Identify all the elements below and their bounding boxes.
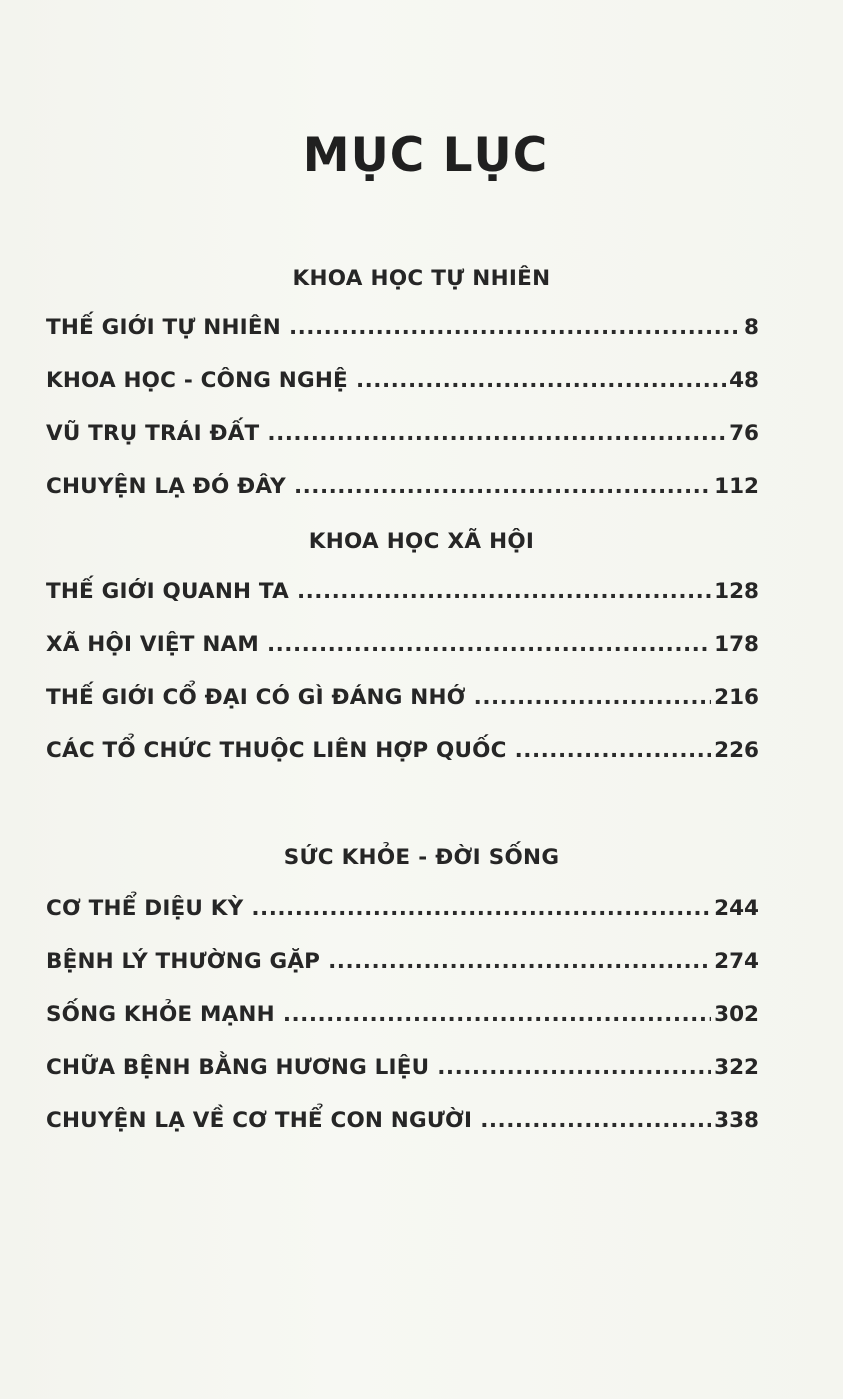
dot-leader bbox=[251, 896, 711, 921]
toc-entry-title: XÃ HỘI VIỆT NAM bbox=[46, 632, 259, 657]
toc-entry bbox=[46, 1055, 759, 1089]
toc-entry-title: THẾ GIỚI TỰ NHIÊN bbox=[46, 315, 281, 340]
section-heading-health-life: SỨC KHỎE - ĐỜI SỐNG bbox=[283, 845, 560, 870]
toc-entry bbox=[46, 421, 759, 455]
dot-leader bbox=[283, 1002, 711, 1027]
toc-entry-page: 302 bbox=[714, 1002, 759, 1027]
toc-entry bbox=[46, 896, 759, 930]
toc-entry-page: 8 bbox=[744, 315, 759, 340]
dot-leader bbox=[437, 1055, 711, 1080]
toc-entry-page: 178 bbox=[714, 632, 759, 657]
dot-leader bbox=[267, 421, 726, 446]
toc-entry-title: KHOA HỌC - CÔNG NGHỆ bbox=[46, 368, 348, 393]
toc-entry-title: VŨ TRỤ TRÁI ĐẤT bbox=[46, 421, 260, 446]
toc-entry-title: SỐNG KHỎE MẠNH bbox=[46, 1002, 275, 1027]
dot-leader bbox=[356, 368, 726, 393]
toc-entry-title: CHUYỆN LẠ VỀ CƠ THỂ CON NGƯỜI bbox=[46, 1108, 473, 1133]
toc-entry-page: 338 bbox=[714, 1108, 759, 1133]
toc-entry bbox=[46, 474, 759, 508]
page-title: MỤC LỤC bbox=[302, 128, 549, 183]
toc-entry bbox=[46, 685, 759, 719]
toc-entry-title: CHỮA BỆNH BẰNG HƯƠNG LIỆU bbox=[46, 1055, 430, 1080]
toc-entry-title: CHUYỆN LẠ ĐÓ ĐÂY bbox=[46, 474, 286, 499]
toc-entry bbox=[46, 579, 759, 613]
dot-leader bbox=[328, 949, 711, 974]
toc-entry-page: 216 bbox=[714, 685, 759, 710]
toc-entry-page: 112 bbox=[714, 474, 759, 499]
toc-entry-title: CƠ THỂ DIỆU KỲ bbox=[46, 896, 244, 921]
toc-entry bbox=[46, 632, 759, 666]
toc-entry-page: 128 bbox=[714, 579, 759, 604]
toc-entry-page: 274 bbox=[714, 949, 759, 974]
toc-entry-title: THẾ GIỚI CỔ ĐẠI CÓ GÌ ĐÁNG NHỚ bbox=[46, 685, 466, 710]
toc-entry bbox=[46, 738, 759, 772]
section-heading-natural-sciences: KHOA HỌC TỰ NHIÊN bbox=[292, 266, 551, 291]
dot-leader bbox=[480, 1108, 711, 1133]
toc-entry bbox=[46, 315, 759, 349]
toc-entry-page: 322 bbox=[714, 1055, 759, 1080]
dot-leader bbox=[297, 579, 711, 604]
toc-entry-page: 76 bbox=[729, 421, 759, 446]
toc-entry-page: 226 bbox=[714, 738, 759, 763]
toc-entry-title: THẾ GIỚI QUANH TA bbox=[46, 579, 289, 604]
toc-entry bbox=[46, 1002, 759, 1036]
toc-entry-page: 48 bbox=[729, 368, 759, 393]
dot-leader bbox=[294, 474, 711, 499]
section-heading-social-sciences: KHOA HỌC XÃ HỘI bbox=[308, 529, 535, 554]
toc-entry bbox=[46, 949, 759, 983]
toc-entry-title: CÁC TỔ CHỨC THUỘC LIÊN HỢP QUỐC bbox=[46, 738, 507, 763]
dot-leader bbox=[289, 315, 741, 340]
toc-entry bbox=[46, 368, 759, 402]
dot-leader bbox=[474, 685, 711, 710]
toc-entry-title: BỆNH LÝ THƯỜNG GẶP bbox=[46, 949, 321, 974]
dot-leader bbox=[267, 632, 711, 657]
toc-entry bbox=[46, 1108, 759, 1142]
toc-entry-page: 244 bbox=[714, 896, 759, 921]
dot-leader bbox=[515, 738, 711, 763]
